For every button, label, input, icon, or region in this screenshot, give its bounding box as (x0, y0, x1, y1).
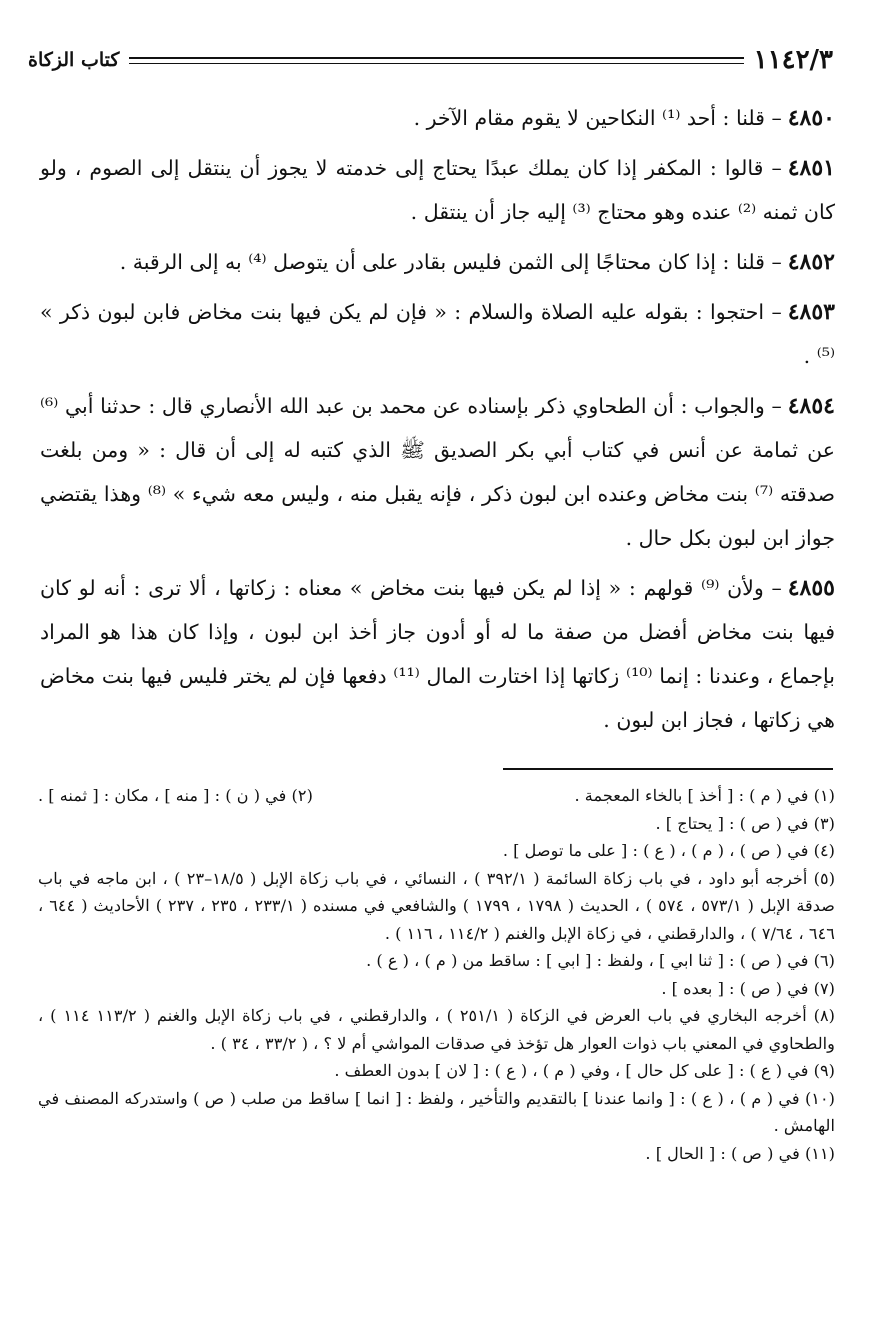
paragraph-text: – ولأن ⁽⁹⁾ قولهم : « إذا لم يكن فيها بنت مخاض » معناه : زكاتها ، ألا ترى : أنه لو كان فيها بنت مخاض أفضل من صفة ما له أو أدون جاز أخذ ابن لبون ، وإذا كان هذا هو المراد بإجماع ، وعندنا : إنما ⁽¹⁰⁾ زكاتها إذا اختارت المال ⁽¹¹⁾ دفعها فإن لم يختر فليس فيها بنت مخاض هي زكاتها ، فجاز ابن لبون . (40, 576, 835, 732)
footnote-row (38, 782, 835, 810)
paragraph-text: – قلنا : أحد ⁽¹⁾ النكاحين لا يقوم مقام الآخر . (413, 106, 782, 130)
paragraph-4851 (40, 146, 835, 234)
paragraph-number: ٤٨٥١ (787, 155, 835, 181)
footnotes (38, 782, 835, 1167)
paragraph-4850 (40, 96, 835, 140)
footnote-separator (503, 768, 833, 770)
footnote-9: (٩) في ( ع ) : [ على كل حال ] ، وفي ( م ) ، ( ع ) : [ لان ] بدون العطف . (334, 1061, 835, 1080)
paragraph-text: – قالوا : المكفر إذا كان يملك عبدًا يحتاج إلى خدمته لا يجوز أن ينتقل إلى الصوم ، ولو كان ثمنه ⁽²⁾ عنده وهو محتاج ⁽³⁾ إليه جاز أن ينتقل . (40, 156, 835, 224)
footnote-11: (١١) في ( ص ) : [ الحال ] . (645, 1143, 835, 1163)
footnote-1: (١) في ( م ) : [ أخذ ] بالخاء المعجمة . (574, 786, 835, 805)
main-text (40, 96, 835, 748)
page-header (28, 40, 833, 80)
footnote-8: (٨) أخرجه البخاري في باب العرض في الزكاة ( ٢٥١/١ ) ، والدارقطني ، في باب زكاة الإبل والغنم ( ١١٣/٢ ١١٤ ) ، والطحاوي في المعني باب ذوات العوار هل تؤخذ في صدقات المواشي أم لا ؟ ، ( ٣٣/٢ ، ٣٤ ) . (38, 1006, 835, 1053)
paragraph-4853 (40, 290, 835, 378)
footnote-5: (٥) أخرجه أبو داود ، في باب زكاة السائمة ( ٣٩٢/١ ) ، النسائي ، في باب زكاة الإبل ( ١٨/٥–٢٣ ) ، ابن ماجه في باب صدقة الإبل ( ٥٧٣/١ ، ٥٧٤ ) ، الحديث ( ١٧٩٨ ، ١٧٩٩ ) والشافعي في مسنده ( ٢٣٣/١ ، ٢٣٥ ، ٢٣٧ ) الأحاديث ( ٦٤٤ ، ٦٤٦ ، ٧/٦٤ ) ، والدارقطني ، في زكاة الإبل والغنم ( ١١٤/٢ ، ١١٦ ) . (38, 868, 836, 943)
footnote-7: (٧) في ( ص ) : [ بعده ] . (661, 978, 835, 998)
footnote-3: (٣) في ( ص ) : [ يحتاج ] . (655, 813, 835, 833)
paragraph-number: ٤٨٥٢ (787, 249, 835, 275)
paragraph-4855 (40, 566, 835, 742)
paragraph-number: ٤٨٥٣ (787, 299, 835, 325)
paragraph-text: – قلنا : إذا كان محتاجًا إلى الثمن فليس بقادر على أن يتوصل ⁽⁴⁾ به إلى الرقبة . (119, 250, 782, 274)
page-number: ١١٤٢/٣ (753, 45, 833, 75)
footnote-6: (٦) في ( ص ) : [ ثنا ابي ] ، ولفظ : [ ابي ] : ساقط من ( م ) ، ( ع ) . (366, 951, 835, 970)
paragraph-number: ٤٨٥٤ (787, 393, 835, 419)
header-rule (129, 57, 743, 64)
paragraph-text: – والجواب : أن الطحاوي ذكر بإسناده عن محمد بن عبد الله الأنصاري قال : حدثنا أبي ⁽⁶⁾ عن ثمامة عن أنس في كتاب أبي بكر الصديق ﷺ الذي كتبه له إلى أن قال : « ومن بلغت صدقته ⁽⁷⁾ بنت مخاض وعنده ابن لبون ذكر ، فإنه يقبل منه ، وليس معه شيء » ⁽⁸⁾ وهذا يقتضي جواز ابن لبون بكل حال . (40, 394, 835, 550)
footnote-2: (٢) في ( ن ) : [ منه ] ، مكان : [ ثمنه ] . (38, 786, 313, 805)
paragraph-number: ٤٨٥٠ (787, 105, 835, 131)
paragraph-text: – احتجوا : بقوله عليه الصلاة والسلام : « فإن لم يكن فيها بنت مخاض فابن لبون ذكر » ⁽⁵⁾ . (40, 300, 835, 368)
footnote-4: (٤) في ( ص ) ، ( م ) ، ( ع ) : [ على ما توصل ] . (502, 841, 835, 860)
paragraph-4854 (40, 384, 835, 560)
paragraph-4852 (40, 240, 835, 284)
paragraph-number: ٤٨٥٥ (787, 575, 835, 601)
footnote-10: (١٠) في ( م ) ، ( ع ) : [ وانما عندنا ] بالتقديم والتأخير ، ولفظ : [ انما ] ساقط من صلب ( ص ) واستدركه المصنف في الهامش . (38, 1088, 835, 1135)
running-title: كتاب الزكاة (28, 49, 120, 71)
